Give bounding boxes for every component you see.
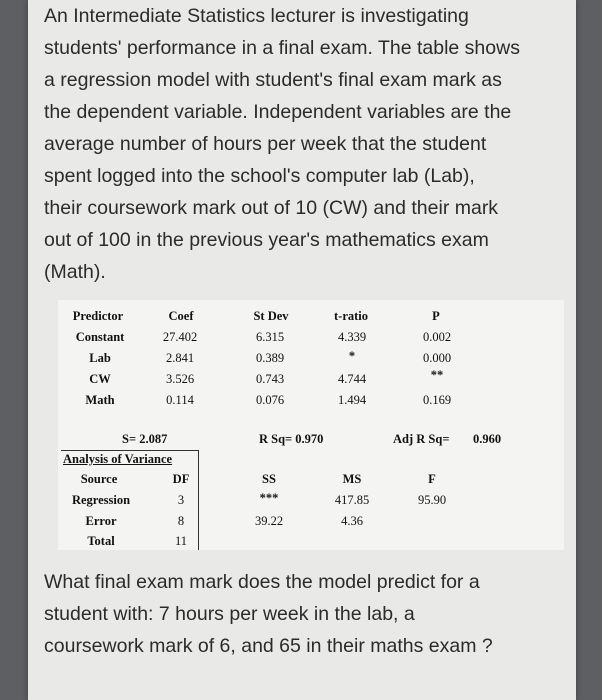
row-predictor: CW xyxy=(89,372,111,386)
rsq-value: R Sq= 0.970 xyxy=(259,432,324,446)
row-predictor: Constant xyxy=(75,330,125,344)
row-p: 0.002 xyxy=(422,330,452,344)
col-header-stdev: St Dev xyxy=(253,309,289,323)
anova-header-ss: SS xyxy=(262,472,276,486)
anova-row-source: Total xyxy=(87,534,115,548)
anova-header-ms: MS xyxy=(342,472,362,486)
anova-row-source: Error xyxy=(85,514,117,528)
anova-row-df: 11 xyxy=(174,534,188,548)
row-p: 0.000 xyxy=(422,351,452,365)
row-coef: 3.526 xyxy=(165,372,195,386)
col-header-coef: Coef xyxy=(168,309,194,323)
row-stdev: 0.389 xyxy=(255,351,285,365)
anova-row-source: Regression xyxy=(71,493,131,507)
row-stdev: 6.315 xyxy=(255,330,285,344)
adj-rsq-label: Adj R Sq= xyxy=(393,432,450,446)
anova-row-f: 95.90 xyxy=(417,493,447,507)
anova-header-f: F xyxy=(428,472,436,486)
anova-divider xyxy=(61,450,199,451)
regression-output-table xyxy=(58,300,564,550)
row-tratio: 4.339 xyxy=(337,330,367,344)
col-header-predictor: Predictor xyxy=(72,309,124,323)
row-predictor: Math xyxy=(85,393,115,407)
col-header-p: P xyxy=(432,309,440,323)
row-stdev: 0.743 xyxy=(255,372,285,386)
adj-rsq-value: 0.960 xyxy=(473,432,502,446)
row-tratio: 1.494 xyxy=(337,393,367,407)
anova-header-source: Source xyxy=(80,472,118,486)
anova-row-ss: *** xyxy=(259,491,279,505)
row-p: ** xyxy=(430,368,444,382)
anova-row-ms: 417.85 xyxy=(334,493,370,507)
problem-intro: An Intermediate Statistics lecturer is investigating students' performance in a final exam. The table shows a regression model with student's final exam mark as the dependent variable. Independent variables are the average number of hours per week that the student spent logged into the school's computer lab (Lab), their coursework mark out of 10 (CW) and their mark out of 100 in the previous year's mathematics exam (Math). xyxy=(44,5,520,283)
row-stdev: 0.076 xyxy=(255,393,285,407)
row-tratio: * xyxy=(348,349,356,363)
anova-row-df: 3 xyxy=(177,493,185,507)
anova-row-ms: 4.36 xyxy=(341,514,363,528)
row-coef: 27.402 xyxy=(162,330,198,344)
s-value: S= 2.087 xyxy=(122,432,168,446)
anova-divider xyxy=(198,450,199,550)
anova-row-ss: 39.22 xyxy=(254,514,284,528)
question-text: What final exam mark does the model predict for a student with: 7 hours per week in the lab, a coursework mark of 6, and 65 in their maths exam ? xyxy=(44,571,493,657)
row-predictor: Lab xyxy=(89,351,111,365)
anova-header-df: DF xyxy=(172,472,190,486)
row-p: 0.169 xyxy=(422,393,452,407)
row-coef: 0.114 xyxy=(166,393,194,407)
row-coef: 2.841 xyxy=(165,351,195,365)
col-header-tratio: t-ratio xyxy=(333,309,369,323)
row-tratio: 4.744 xyxy=(337,372,367,386)
anova-row-df: 8 xyxy=(177,514,185,528)
anova-title: Analysis of Variance xyxy=(63,452,173,466)
